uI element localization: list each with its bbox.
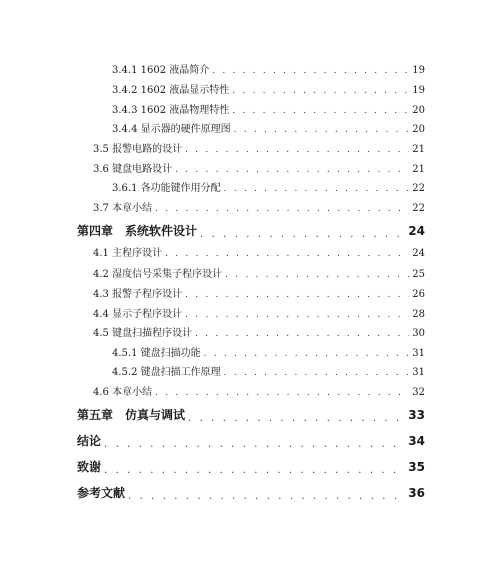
toc-entry <box>0 241 500 261</box>
toc-entry-page: 19 <box>412 85 425 96</box>
toc-entry-label: 3.7 本章小结 <box>93 203 153 214</box>
toc-chapter-entry <box>0 455 500 475</box>
toc-entry-page: 22 <box>412 183 425 194</box>
toc-entry-label: 3.6.1 各功能键作用分配 <box>112 183 221 194</box>
toc-entry-page: 36 <box>408 486 425 500</box>
toc-entry <box>0 78 500 98</box>
toc-entry-label: 参考文献 <box>77 486 126 500</box>
toc-entry <box>0 196 500 216</box>
toc-entry-label: 致谢 <box>77 460 102 474</box>
toc-chapter-entry <box>0 403 500 423</box>
toc-entry-page: 24 <box>412 248 425 259</box>
dot-leader <box>175 163 409 177</box>
toc-entry-label: 4.2 湿度信号采集子程序设计 <box>93 269 223 280</box>
toc-entry-label: 结论 <box>77 434 102 448</box>
dot-leader <box>200 225 405 239</box>
dot-leader <box>234 123 410 137</box>
dot-leader <box>155 202 409 216</box>
dot-leader <box>185 143 409 157</box>
toc-entry <box>0 262 500 282</box>
toc-entry-label: 3.4.2 1602 液晶显示特性 <box>112 85 230 96</box>
dot-leader <box>232 84 409 98</box>
dot-leader <box>155 386 409 400</box>
toc-entry-label: 3.4.4 显示器的硬件原理图 <box>112 124 231 135</box>
dot-leader <box>185 308 409 322</box>
toc-entry <box>0 321 500 341</box>
toc-entry-page: 25 <box>412 269 425 280</box>
dot-leader <box>212 64 409 78</box>
toc-entry-page: 26 <box>412 289 425 300</box>
toc-entry-page: 34 <box>408 434 425 448</box>
toc-entry-label: 4.1 主程序设计 <box>93 248 163 259</box>
toc-entry-page: 31 <box>412 348 425 359</box>
toc-entry-page: 30 <box>412 328 425 339</box>
toc-entry <box>0 282 500 302</box>
toc-entry-label: 第四章 系统软件设计 <box>77 224 198 238</box>
toc-entry <box>0 58 500 78</box>
dot-leader <box>204 347 410 361</box>
dot-leader <box>185 288 409 302</box>
toc-entry <box>0 341 500 361</box>
toc-entry <box>0 117 500 137</box>
toc-entry-page: 28 <box>412 309 425 320</box>
dot-leader <box>225 268 409 282</box>
toc-entry <box>0 360 500 380</box>
toc-entry-label: 4.3 报警子程序设计 <box>93 289 183 300</box>
toc-entry-page: 20 <box>412 105 425 116</box>
toc-entry <box>0 176 500 196</box>
toc-entry <box>0 98 500 118</box>
toc-entry-label: 4.5 键盘扫描程序设计 <box>93 328 193 339</box>
toc-chapter-entry <box>0 219 500 239</box>
toc-entry <box>0 380 500 400</box>
toc-entry-page: 31 <box>412 367 425 378</box>
dot-leader <box>165 247 409 261</box>
toc-entry-page: 19 <box>412 65 425 76</box>
toc-entry-label: 3.5 报警电路的设计 <box>93 144 183 155</box>
toc-entry <box>0 157 500 177</box>
toc-entry-page: 35 <box>408 460 425 474</box>
toc-entry-label: 4.5.1 键盘扫描功能 <box>112 348 201 359</box>
dot-leader <box>104 461 405 475</box>
toc-entry-label: 3.4.3 1602 液晶物理特性 <box>112 105 230 116</box>
toc-entry-page: 22 <box>412 203 425 214</box>
toc-entry-label: 第五章 仿真与调试 <box>77 408 186 422</box>
dot-leader <box>195 327 409 341</box>
toc-entry-label: 3.6 键盘电路设计 <box>93 164 173 175</box>
toc-chapter-entry <box>0 429 500 449</box>
dot-leader <box>188 409 405 423</box>
dot-leader <box>104 435 405 449</box>
toc-entry <box>0 302 500 322</box>
dot-leader <box>224 182 410 196</box>
toc-entry-page: 21 <box>412 164 425 175</box>
toc-entry-page: 33 <box>408 408 425 422</box>
toc-entry-page: 21 <box>412 144 425 155</box>
dot-leader <box>224 366 410 380</box>
dot-leader <box>128 487 405 501</box>
toc-entry-label: 3.4.1 1602 液晶简介 <box>112 65 210 76</box>
toc-entry <box>0 137 500 157</box>
toc-entry-page: 24 <box>408 224 425 238</box>
toc-entry-label: 4.4 显示子程序设计 <box>93 309 183 320</box>
toc-entry-page: 20 <box>412 124 425 135</box>
dot-leader <box>232 104 409 118</box>
toc-chapter-entry <box>0 481 500 501</box>
toc-entry-label: 4.5.2 键盘扫描工作原理 <box>112 367 221 378</box>
toc-entry-page: 32 <box>412 387 425 398</box>
toc-entry-label: 4.6 本章小结 <box>93 387 153 398</box>
